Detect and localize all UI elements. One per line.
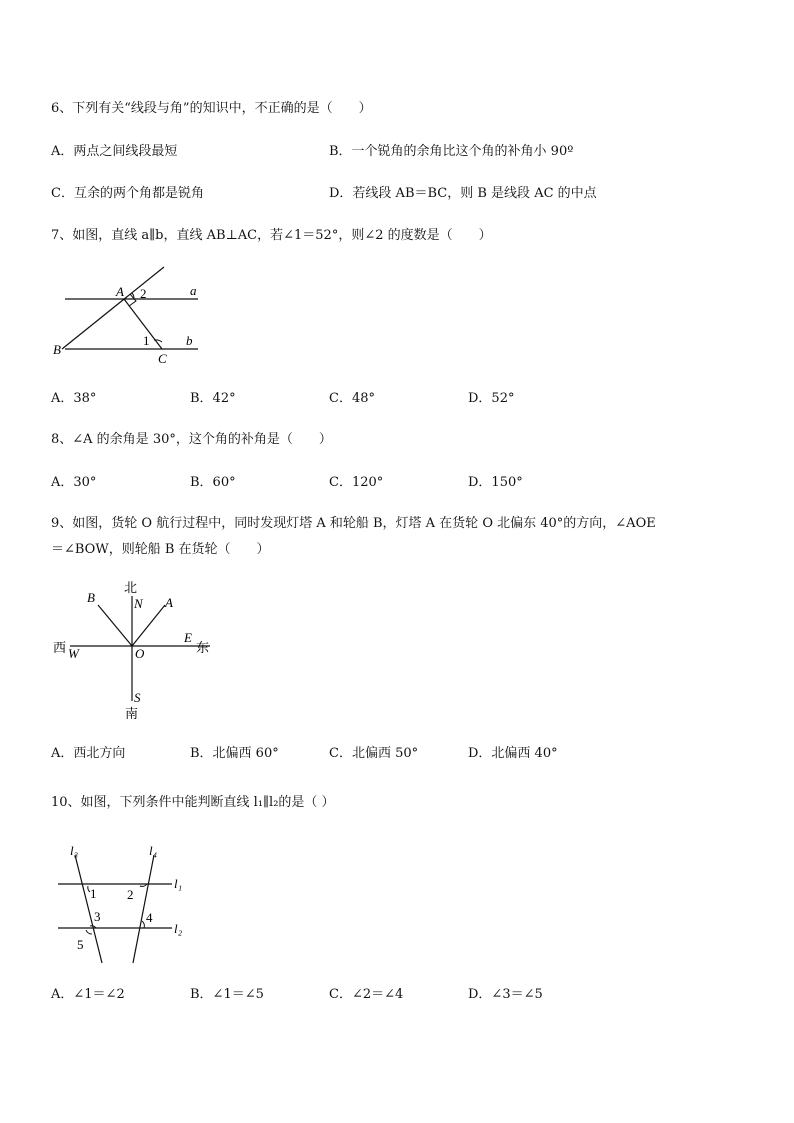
label-angle-3: 3 (94, 909, 101, 924)
q6-option-c: C．互余的两个角都是锐角 (51, 186, 204, 201)
label-angle-2: 2 (127, 887, 134, 902)
q7-option-c: C．48° (329, 391, 375, 406)
q7-option-a: A．38° (51, 391, 97, 406)
q10-figure (50, 840, 200, 970)
label-O: O (135, 646, 145, 661)
right-angle-mark (129, 294, 136, 306)
label-A: A (116, 284, 124, 299)
label-angle-4: 4 (146, 910, 153, 925)
q6-stem: 6、下列有关“线段与角”的知识中，不正确的是（ ） (51, 101, 372, 116)
ray-oa (132, 605, 165, 646)
label-C: C (158, 351, 167, 366)
q7-stem: 7、如图，直线 a∥b，直线 AB⊥AC，若∠1＝52°，则∠2 的度数是（ ） (51, 228, 492, 243)
q9-option-a: A．西北方向 (51, 746, 126, 761)
label-N: N (134, 596, 143, 611)
label-A: A (165, 595, 173, 610)
label-south: 南 (125, 706, 139, 721)
q9-option-b: B．北偏西 60° (190, 746, 279, 761)
label-W: W (68, 646, 79, 661)
label-E: E (184, 630, 192, 645)
label-l4: l₄ (149, 843, 158, 858)
q8-option-d: D．150° (468, 475, 523, 490)
ray-ob (98, 605, 132, 646)
label-north: 北 (124, 580, 138, 595)
label-angle-2: 2 (140, 286, 147, 301)
label-b: b (186, 333, 193, 348)
q10-stem: 10、如图，下列条件中能判断直线 l₁∥l₂的是（ ） (51, 795, 335, 810)
q6-option-b: B．一个锐角的余角比这个角的补角小 90º (329, 144, 574, 159)
q9-figure (50, 576, 220, 724)
label-angle-5: 5 (77, 937, 84, 952)
label-S: S (134, 690, 141, 705)
q6-option-a: A．两点之间线段最短 (51, 144, 178, 159)
label-angle-1: 1 (143, 333, 150, 348)
q7-option-b: B．42° (190, 391, 236, 406)
q10-option-c: C．∠2＝∠4 (329, 987, 404, 1002)
q7-figure (50, 262, 210, 370)
q9-stem-line2: ＝∠BOW，则轮船 B 在货轮（ ） (51, 542, 270, 557)
q8-option-b: B．60° (190, 475, 236, 490)
q8-option-a: A．30° (51, 475, 97, 490)
label-west: 西 (53, 640, 67, 655)
label-l1: l₁ (174, 876, 183, 891)
label-east: 东 (196, 640, 210, 655)
label-B: B (87, 590, 95, 605)
q8-option-c: C．120° (329, 475, 384, 490)
q10-option-b: B．∠1＝∠5 (190, 987, 264, 1002)
q6-option-d: D．若线段 AB＝BC，则 B 是线段 AC 的中点 (329, 186, 597, 201)
angle-5-arc (86, 930, 92, 934)
q9-option-d: D．北偏西 40° (468, 746, 558, 761)
q10-option-d: D．∠3＝∠5 (468, 987, 543, 1002)
q9-option-c: C．北偏西 50° (329, 746, 419, 761)
label-l2: l₂ (174, 921, 183, 936)
line-l4 (133, 855, 154, 963)
label-B: B (53, 342, 61, 357)
label-l3: l₃ (70, 843, 79, 858)
label-angle-1: 1 (90, 886, 97, 901)
label-a: a (190, 283, 197, 298)
q8-stem: 8、∠A 的余角是 30°，这个角的补角是（ ） (51, 432, 332, 447)
q10-option-a: A．∠1＝∠2 (51, 987, 125, 1002)
q7-option-d: D．52° (468, 391, 515, 406)
angle-4-arc (142, 921, 144, 928)
q9-stem-line1: 9、如图，货轮 O 航行过程中，同时发现灯塔 A 和轮船 B，灯塔 A 在货轮 O 北偏东 40°的方向，∠AOE (51, 516, 656, 531)
